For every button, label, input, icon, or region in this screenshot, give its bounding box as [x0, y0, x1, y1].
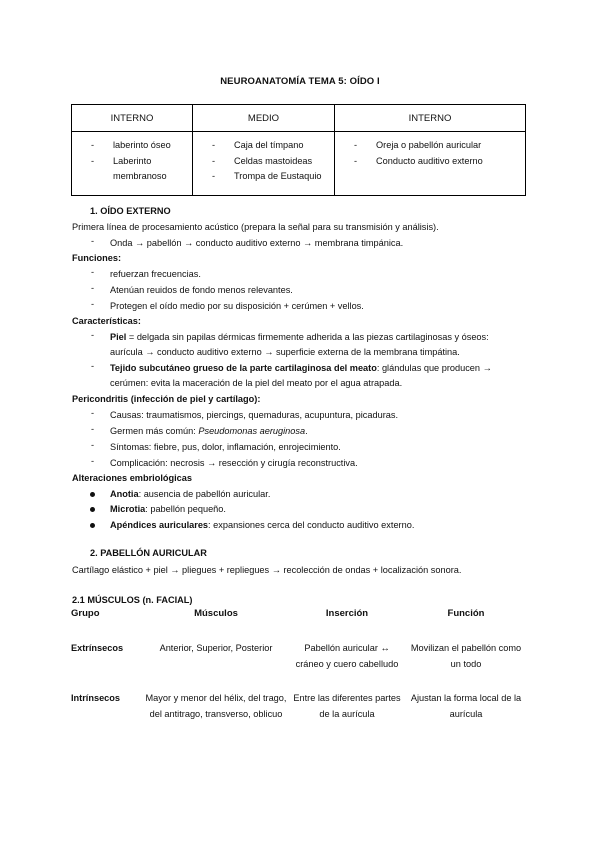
table-cell	[193, 132, 335, 196]
page-title: NEUROANATOMÍA TEMA 5: OÍDO I	[220, 76, 380, 87]
subheading: Funciones:	[72, 253, 122, 263]
muscles-table	[71, 608, 529, 730]
list-item: - Conducto auditivo externo	[354, 155, 483, 166]
table-cell: Mayor y menor del hélix, del trago, del antitrago, transverso, oblicuo	[145, 693, 287, 719]
list-item: - Celdas mastoideas	[212, 155, 313, 166]
table-header-cell: INTERNO	[335, 105, 526, 132]
table-cell: Pabellón auricular ↔ cráneo y cuero cabelludo	[295, 643, 399, 669]
table-header-cell: Función	[447, 608, 485, 619]
list-item: - laberinto óseo	[91, 140, 171, 150]
table-cell: Extrínsecos	[71, 643, 124, 653]
table-row	[71, 680, 529, 730]
table-cell	[335, 132, 526, 196]
list-item: - Laberinto membranoso	[91, 155, 167, 181]
paragraph: Primera línea de procesamiento acústico (prepara la señal para su transmisión y análisis).	[72, 222, 439, 232]
subheading: Alteraciones embriológicas	[72, 473, 192, 483]
table-header-row	[72, 105, 526, 132]
section-heading: 1. OÍDO EXTERNO	[90, 206, 171, 216]
ear-parts-table	[71, 104, 526, 196]
table-cell: Anterior, Superior, Posterior	[159, 643, 273, 653]
section-heading: 2. PABELLÓN AURICULAR	[90, 548, 207, 558]
list-item: - Oreja o pabellón auricular	[354, 140, 482, 150]
table-row	[72, 132, 526, 196]
table-header-row	[71, 608, 529, 630]
list-item: - Trompa de Eustaquio	[212, 171, 322, 181]
document-page: NEUROANATOMÍA TEMA 5: OÍDO I INTERNO MEDIO INTERNO - laberinto óseo - Laberinto membranoso - Caja del tímpano - Celdas mastoideas - Trompa de Eustaquio - Oreja o pabellón auricular - Conducto auditivo externo 1. OÍDO EXTERNO Primera línea de procesamiento acústico (prepara la señal para su transmisión y análisis). - Onda → pabellón → conducto auditivo externo → membrana timpánica. Funciones: - refuerzan frecuencias. - Atenúan reuidos de fondo menos relevantes. - Protegen el oído medio por su disposición + cerúmen + vellos. Características: - Piel = delgada sin papilas dérmicas firmemente adherida a las piezas cartilaginosas y óseos: aurícula → conducto auditivo externo → superficie externa de la membrana timpátina. - Tejido subcutáneo grueso de la parte cartilaginosa del meato: glándulas que producen → cerúmen: evita la maceración de la piel del meato por el agua atrapada. Pericondritis (infección de piel y cartílago): - Causas: traumatismos, piercings, quemaduras, acupuntura, picaduras. - Germen más común: Pseudomonas aeruginosa. - Síntomas: fiebre, pus, dolor, inflamación, enrojecimiento. - Complicación: necrosis → resección y cirugía reconstructiva. Alteraciones embriológicas Anotia: ausencia de pabellón auricular. Microtia: pabellón pequeño. Apéndices auriculares: expansiones cerca del conducto auditivo externo. 2. PABELLÓN AURICULAR Cartílago elástico + piel → pliegues + repliegues → recolección de ondas + localización sonora. 2.1 MÚSCULOS (n. FACIAL) Grupo Músculos Inserción Función Extrínsecos Anterior, Superior, Posterior Pabellón auricular ↔ cráneo y cuero cabelludo Movilizan el pabellón como un todo Intrínsecos Mayor y menor del hélix, del trago, del antitrago, transverso, oblicuo Entre las diferentes partes de la aurícula Ajustan la forma local de la aurícula	[0, 0, 600, 848]
table-cell: Movilizan el pabellón como un todo	[410, 643, 522, 669]
table-cell: Ajustan la forma local de la aurícula	[410, 693, 522, 719]
subheading: Características:	[72, 316, 141, 326]
paragraph: Cartílago elástico + piel → pliegues + repliegues → recolección de ondas + localización sonora.	[72, 565, 462, 575]
subheading: Pericondritis (infección de piel y cartílago):	[72, 394, 261, 404]
table-row	[71, 630, 529, 680]
table-header-cell: Grupo	[71, 608, 100, 619]
table-cell	[72, 132, 193, 196]
table-cell: Entre las diferentes partes de la aurícula	[293, 693, 401, 719]
table-header-cell: MEDIO	[193, 105, 335, 132]
bullet-icon	[90, 523, 95, 528]
table-header-cell: INTERNO	[72, 105, 193, 132]
table-cell: Intrínsecos	[71, 693, 121, 703]
subheading: 2.1 MÚSCULOS (n. FACIAL)	[72, 595, 193, 605]
table-header-cell: Músculos	[194, 608, 238, 619]
list-item: - Caja del tímpano	[212, 140, 304, 150]
bullet-icon	[90, 492, 95, 497]
table-header-cell: Inserción	[325, 608, 369, 619]
bullet-icon	[90, 507, 95, 512]
